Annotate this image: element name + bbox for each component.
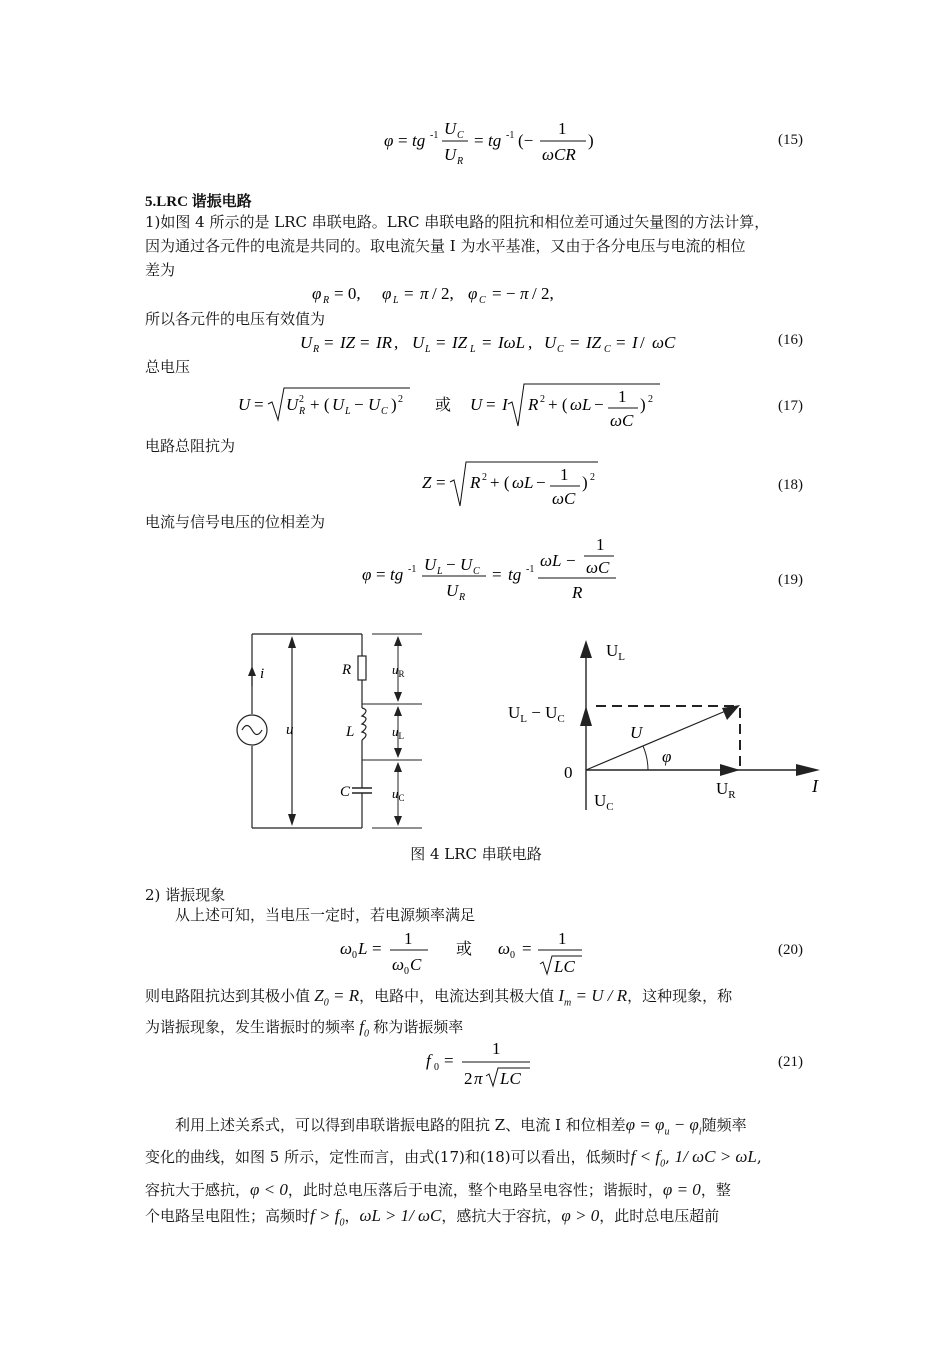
svg-text:L: L [358,939,368,958]
paragraph-1-line-3: 差为 [145,261,176,279]
svg-text:=: = [404,284,414,303]
svg-text:ωL: ωL [570,395,592,414]
equation-17-number: (17) [778,398,803,414]
svg-text:+ (: + ( [490,473,510,492]
equation-19-formula [362,536,632,610]
svg-text:−: − [354,395,364,414]
svg-text:I: I [632,333,638,352]
svg-text:(−: (− [518,131,534,150]
svg-text:): ) [391,395,397,414]
equation-20-number: (20) [778,942,803,958]
svg-text:R: R [323,295,330,306]
phasor-label-U: U [630,723,643,742]
svg-text:R: R [470,473,481,492]
svg-text:φ: φ [468,284,478,303]
svg-text:=: = [324,333,334,352]
svg-text:C: C [479,295,486,306]
svg-text:C: C [604,344,611,355]
svg-text:=: = [436,473,446,492]
svg-text:tg: tg [508,565,522,584]
svg-text:−: − [446,555,456,574]
svg-text:C: C [410,955,422,974]
svg-text:φ: φ [312,284,322,303]
paragraph-1 [145,210,813,282]
svg-text:ω: ω [498,939,511,958]
svg-text:-1: -1 [430,130,439,141]
equation-21-number: (21) [778,1054,803,1070]
svg-text:1: 1 [558,929,567,948]
resonance-paragraph-3-line-4: 个电路呈电阻性；高频时$f > f_0$，ωL > 1/ ωC，感抗大于容抗，φ > 0，此时总电压超前 [145,1205,720,1229]
svg-text:ωC: ωC [586,558,610,577]
svg-text:tg: tg [412,131,426,150]
svg-text:=: = [570,333,580,352]
svg-text:-1: -1 [526,564,535,575]
paragraph-3: 总电压 [145,358,191,376]
svg-text:): ) [588,131,594,150]
equation-18-formula [422,456,622,512]
svg-text:R: R [457,156,464,167]
label-uL: $u_L$ [392,724,404,741]
svg-text:φ: φ [384,131,394,150]
svg-text:U: U [446,581,459,600]
svg-text:1: 1 [596,536,605,554]
svg-text:): ) [640,395,646,414]
svg-text:2: 2 [648,394,653,405]
svg-text:−: − [566,551,576,570]
svg-text:=: = [398,131,408,150]
phasor-label-I: I [812,776,818,796]
phasor-diagram [500,634,840,826]
svg-text:R: R [572,583,583,602]
svg-text:=: = [376,565,386,584]
paragraph-1-line-2: 因为通过各元件的电流是共同的。取电流矢量 I 为水平基准，又由于各分电压与电流的相位 [145,237,746,255]
svg-text:=: = [486,395,496,414]
paragraph-1-line-1: 1)如图 4 所示的是 LRC 串联电路。LRC 串联电路的阻抗和相位差可通过矢量图的方法计算， [145,213,770,231]
svg-text:ωCR: ωCR [542,145,576,164]
svg-text:ω: ω [392,955,405,974]
svg-text:IR: IR [376,333,393,352]
svg-text:I: I [502,395,508,414]
equation-21-formula [426,1036,546,1092]
phasor-label-zero: 0 [564,763,573,782]
svg-text:ω: ω [340,939,353,958]
svg-text:2: 2 [540,394,545,405]
equation-16-number: (16) [778,332,803,348]
svg-text:tg: tg [488,131,502,150]
equation-15-formula [380,112,620,172]
svg-text:=: = [492,565,502,584]
svg-text:π: π [474,1069,483,1088]
svg-text:-1: -1 [506,130,515,141]
svg-text:= −: = − [492,284,516,303]
svg-text:C: C [381,406,388,417]
svg-text:LC: LC [554,957,575,976]
svg-text:U: U [460,555,473,574]
svg-text:π: π [420,284,429,303]
svg-text:1: 1 [558,119,567,138]
svg-text:2: 2 [398,394,403,405]
svg-text:2: 2 [482,472,487,483]
equation-17-formula [238,380,678,434]
svg-text:U: U [544,333,557,352]
paragraph-5: 电流与信号电压的位相差为 [145,513,326,531]
svg-text:ωC: ωC [610,411,634,430]
label-uC: $u_C$ [392,786,405,803]
equation-15-number: (15) [778,132,803,148]
svg-text:ωL: ωL [540,551,562,570]
label-u: u [286,722,294,738]
inductor-icon [362,708,366,740]
equation-17-or: 或 [435,397,452,414]
resonance-paragraph-3-line-1: 利用上述关系式，可以得到串联谐振电路的阻抗 Z、电流 I 和位相差$\varphi = \varphi_u - \varphi_i$随频率 [175,1115,747,1138]
svg-text:1: 1 [404,929,413,948]
equation-20-or: 或 [456,941,473,958]
svg-text:tg: tg [390,565,404,584]
label-L: L [346,724,355,740]
svg-text:,: , [394,333,399,352]
equation-19-number: (19) [778,572,803,588]
svg-text:=: = [482,333,492,352]
svg-text:= 0,: = 0, [334,284,361,303]
svg-text:U: U [286,395,299,414]
equation-20-formula [340,926,600,978]
paragraph-4: 电路总阻抗为 [145,437,236,455]
resonance-heading: 2) 谐振现象 [145,886,226,904]
equation-16-formula [300,328,720,356]
resonance-paragraph-1: 从上述可知，当电压一定时，若电源频率满足 [175,906,476,924]
resonance-paragraph-2-line-2: 为谐振现象，发生谐振时的频率 $f_0$ 称为谐振频率 [145,1017,464,1040]
svg-text:C: C [473,566,480,577]
svg-text:IωL: IωL [498,333,526,352]
svg-text:U: U [300,333,313,352]
svg-text:0: 0 [352,950,357,961]
svg-text:1: 1 [560,465,569,484]
svg-text:L: L [437,566,443,577]
svg-text:U: U [332,395,345,414]
resonance-paragraph-3 [145,1112,813,1235]
phasor-label-UL: $U_L$ [606,641,626,663]
resonance-paragraph-3-line-3: 容抗大于感抗，φ < 0，此时总电压落后于电流，整个电路呈电容性；谐振时，φ = 0，整 [145,1179,731,1199]
label-i: i [260,666,265,682]
svg-text:IZ: IZ [586,333,602,352]
svg-text:C: C [457,130,464,141]
svg-text:U: U [444,119,457,138]
svg-text:R: R [313,344,320,355]
svg-text:): ) [582,473,588,492]
section-heading: 5.LRC 谐振电路 [145,194,252,210]
phasor-label-UC: $U_C$ [594,791,614,813]
label-R: R [342,662,352,678]
svg-text:R: R [299,406,306,417]
svg-text:φ: φ [362,565,372,584]
svg-text:=: = [474,131,484,150]
figure-4-caption: 图 4 LRC 串联电路 [410,845,542,863]
svg-text:−: − [594,395,604,414]
svg-text:0: 0 [510,950,515,961]
svg-text:π: π [520,284,529,303]
svg-text:R: R [459,592,466,603]
phase-equation [312,279,612,307]
svg-text:IZ: IZ [452,333,468,352]
svg-text:=: = [436,333,446,352]
svg-text:L: L [393,295,399,306]
svg-text:0: 0 [404,966,409,977]
svg-text:=: = [360,333,370,352]
svg-text:IZ: IZ [340,333,356,352]
svg-text:/ 2,: / 2, [432,284,454,303]
resistor-icon [358,656,366,680]
resonance-paragraph-3-line-2: 变化的曲线，如图 5 所示，定性而言，由式(17)和(18)可以看出，低频时$f < f_0$, 1/ ωC > ωL, [145,1147,762,1170]
equation-18-number: (18) [778,477,803,493]
svg-text:2: 2 [299,394,304,405]
svg-text:L: L [470,344,476,355]
svg-text:U: U [424,555,437,574]
circuit-diagram [230,628,460,834]
svg-text:U: U [470,395,483,414]
svg-text:U: U [368,395,381,414]
svg-text:L: L [425,344,431,355]
paragraph-2: 所以各元件的电压有效值为 [145,310,326,328]
svg-text:L: L [345,406,351,417]
svg-text:−: − [536,473,546,492]
svg-text:U: U [412,333,425,352]
svg-text:U: U [444,145,457,164]
label-uR: $u_R$ [392,662,405,679]
resonance-paragraph-2-line-1: 则电路阻抗达到其极小值 $Z_0 = R$，电路中，电流达到其极大值 $I_m = U / R$，这种现象，称 [145,986,733,1009]
svg-text:=: = [616,333,626,352]
svg-text:Z: Z [422,473,432,492]
svg-text:+ (: + ( [548,395,568,414]
svg-text:2: 2 [464,1069,473,1088]
svg-text:=: = [372,939,382,958]
svg-text:R: R [528,395,539,414]
svg-text:0: 0 [434,1062,439,1073]
phasor-label-UL-minus-UC: $U_L - U_C$ [508,703,565,725]
phasor-label-UR: $U_R$ [716,779,736,801]
svg-text:/ 2,: / 2, [532,284,554,303]
svg-text:/: / [640,333,645,352]
svg-text:f: f [426,1051,431,1070]
phasor-label-phi: φ [662,747,672,766]
svg-text:ωL: ωL [512,473,534,492]
svg-text:LC: LC [500,1069,521,1088]
svg-text:ωC: ωC [552,489,576,508]
svg-text:φ: φ [382,284,392,303]
svg-text:C: C [557,344,564,355]
svg-text:1: 1 [618,387,627,406]
svg-text:+ (: + ( [310,395,330,414]
svg-text:-1: -1 [408,564,417,575]
svg-text:2: 2 [590,472,595,483]
svg-text:ωC: ωC [652,333,676,352]
svg-text:=: = [522,939,532,958]
svg-text:,: , [528,333,533,352]
svg-text:=: = [254,395,264,414]
svg-text:1: 1 [492,1039,501,1058]
svg-text:=: = [444,1051,454,1070]
svg-text:U: U [238,395,251,414]
label-C: C [340,784,351,800]
